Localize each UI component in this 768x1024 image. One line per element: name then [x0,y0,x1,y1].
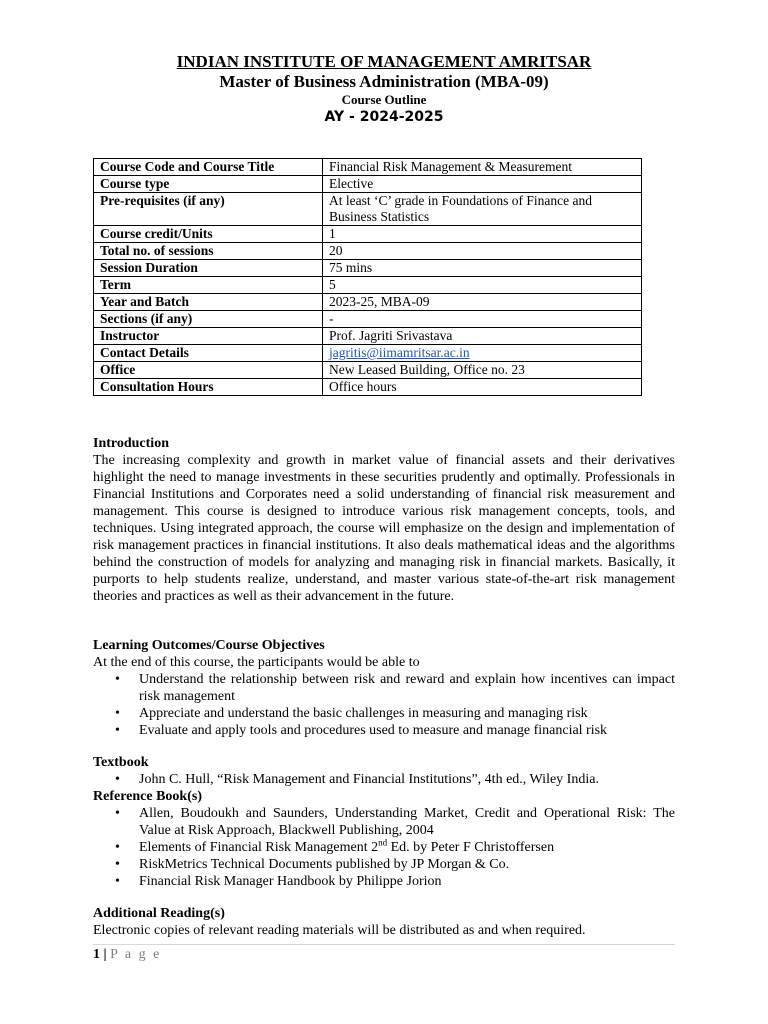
table-row [94,243,642,260]
table-row [94,379,642,396]
row-key: Total no. of sessions [94,243,323,260]
textbook-list [93,771,675,788]
row-key: Sections (if any) [94,311,323,328]
bullet-icon: • [115,874,120,889]
table-row [94,226,642,243]
row-value: 5 [323,277,642,294]
list-item [93,856,675,873]
footer-separator: | [103,947,107,962]
table-row [94,277,642,294]
list-item [93,671,675,705]
row-value: New Leased Building, Office no. 23 [323,362,642,379]
row-key: Contact Details [94,345,323,362]
footer-divider [93,944,675,945]
bullet-icon: • [115,706,120,721]
row-key: Office [94,362,323,379]
table-row [94,176,642,193]
page-number: 1 [93,947,100,962]
list-item [93,722,675,739]
row-key: Course credit/Units [94,226,323,243]
item-text-part: Ed. by Peter F Christoffersen [387,840,555,855]
learning-outcomes-list [93,671,675,739]
books-section [93,754,675,890]
list-item-text: John C. Hull, “Risk Management and Financial Institutions”, 4th ed., Wiley India. [139,772,599,787]
item-text-part: Elements of Financial Risk Management 2 [139,840,379,855]
row-key: Course type [94,176,323,193]
table-row [94,328,642,345]
page-label: P a g e [110,947,162,962]
reference-books-list [93,805,675,890]
list-item-text: Financial Risk Manager Handbook by Philippe Jorion [139,874,442,889]
row-key: Instructor [94,328,323,345]
list-item [93,705,675,722]
row-key: Course Code and Course Title [94,159,323,176]
row-key: Term [94,277,323,294]
bullet-icon: • [115,840,120,855]
row-value: 1 [323,226,642,243]
table-row [94,362,642,379]
introduction-section [93,435,675,605]
table-row [94,311,642,328]
section-heading: Reference Book(s) [93,789,202,804]
introduction-paragraph: The increasing complexity and growth in market value of financial assets and their derivatives highlight the need to manage investments in these securities prudently and optimally. Professionals in Financial Institutions and Corporates need a solid understanding of financial risk measurement and management. This course is designed to introduce various risk management concepts, tools, and techniques. Using integrated approach, the course will emphasize on the design and implementation of risk management practices in financial institutions. It also deals mathematical ideas and the algorithms behind the construction of models for analyzing and managing risk in financial markets. Basically, it purports to help students realize, understand, and master various state-of-the-art risk management theories and practices as well as their advancement in the future. [93,453,675,604]
row-value: Prof. Jagriti Srivastava [323,328,642,345]
list-item [93,873,675,890]
list-item [93,771,675,788]
page-footer [93,946,161,963]
institute-name: INDIAN INSTITUTE OF MANAGEMENT AMRITSAR [176,52,592,71]
bullet-icon: • [115,806,120,821]
row-key: Year and Batch [94,294,323,311]
list-item-text: RiskMetrics Technical Documents published by JP Morgan & Co. [139,857,510,872]
learning-outcomes-section [93,637,675,739]
academic-year: AY - 2024-2025 [324,109,444,125]
bullet-icon: • [115,857,120,872]
bullet-icon: • [115,672,120,687]
section-heading: Additional Reading(s) [93,906,225,921]
list-item-text: Evaluate and apply tools and procedures used to measure and manage financial risk [139,723,608,738]
bullet-icon: • [115,723,120,738]
section-heading: Textbook [93,755,149,770]
row-value: Elective [323,176,642,193]
list-item [93,839,675,856]
section-heading: Introduction [93,436,169,451]
program-title: Master of Business Administration (MBA-09) [219,72,549,91]
row-value: 20 [323,243,642,260]
row-key: Pre-requisites (if any) [94,193,323,226]
list-item-text [139,837,555,855]
table-row [94,294,642,311]
bullet-icon: • [115,772,120,787]
course-details-table [93,158,642,396]
additional-reading-text: Electronic copies of relevant reading materials will be distributed as and when required. [93,923,586,938]
list-item-text: Allen, Boudoukh and Saunders, Understanding Market, Credit and Operational Risk: The Value at Risk Approach, Blackwell Publishing, 2004 [139,806,675,838]
section-heading: Learning Outcomes/Course Objectives [93,638,325,653]
row-key: Session Duration [94,260,323,277]
list-item [93,805,675,839]
additional-reading-section [93,905,675,939]
contact-email-link[interactable]: jagritis@iimamritsar.ac.in [329,345,470,360]
learning-outcomes-lead: At the end of this course, the participants would be able to [93,655,420,670]
document-header [93,52,675,126]
table-row [94,159,642,176]
list-item-text: Understand the relationship between risk and reward and explain how incentives can impact risk management [139,672,675,704]
row-value: Financial Risk Management & Measurement [323,159,642,176]
row-value: At least ‘C’ grade in Foundations of Finance and Business Statistics [323,193,642,226]
table-row [94,193,642,226]
row-value: Office hours [323,379,642,396]
document-type: Course Outline [341,92,427,107]
ordinal-superscript: nd [378,837,388,848]
list-item-text: Appreciate and understand the basic challenges in measuring and managing risk [139,706,588,721]
row-value: 2023-25, MBA-09 [323,294,642,311]
row-value: 75 mins [323,260,642,277]
row-value [323,345,642,362]
row-key: Consultation Hours [94,379,323,396]
row-value: - [323,311,642,328]
table-row [94,260,642,277]
table-row [94,345,642,362]
